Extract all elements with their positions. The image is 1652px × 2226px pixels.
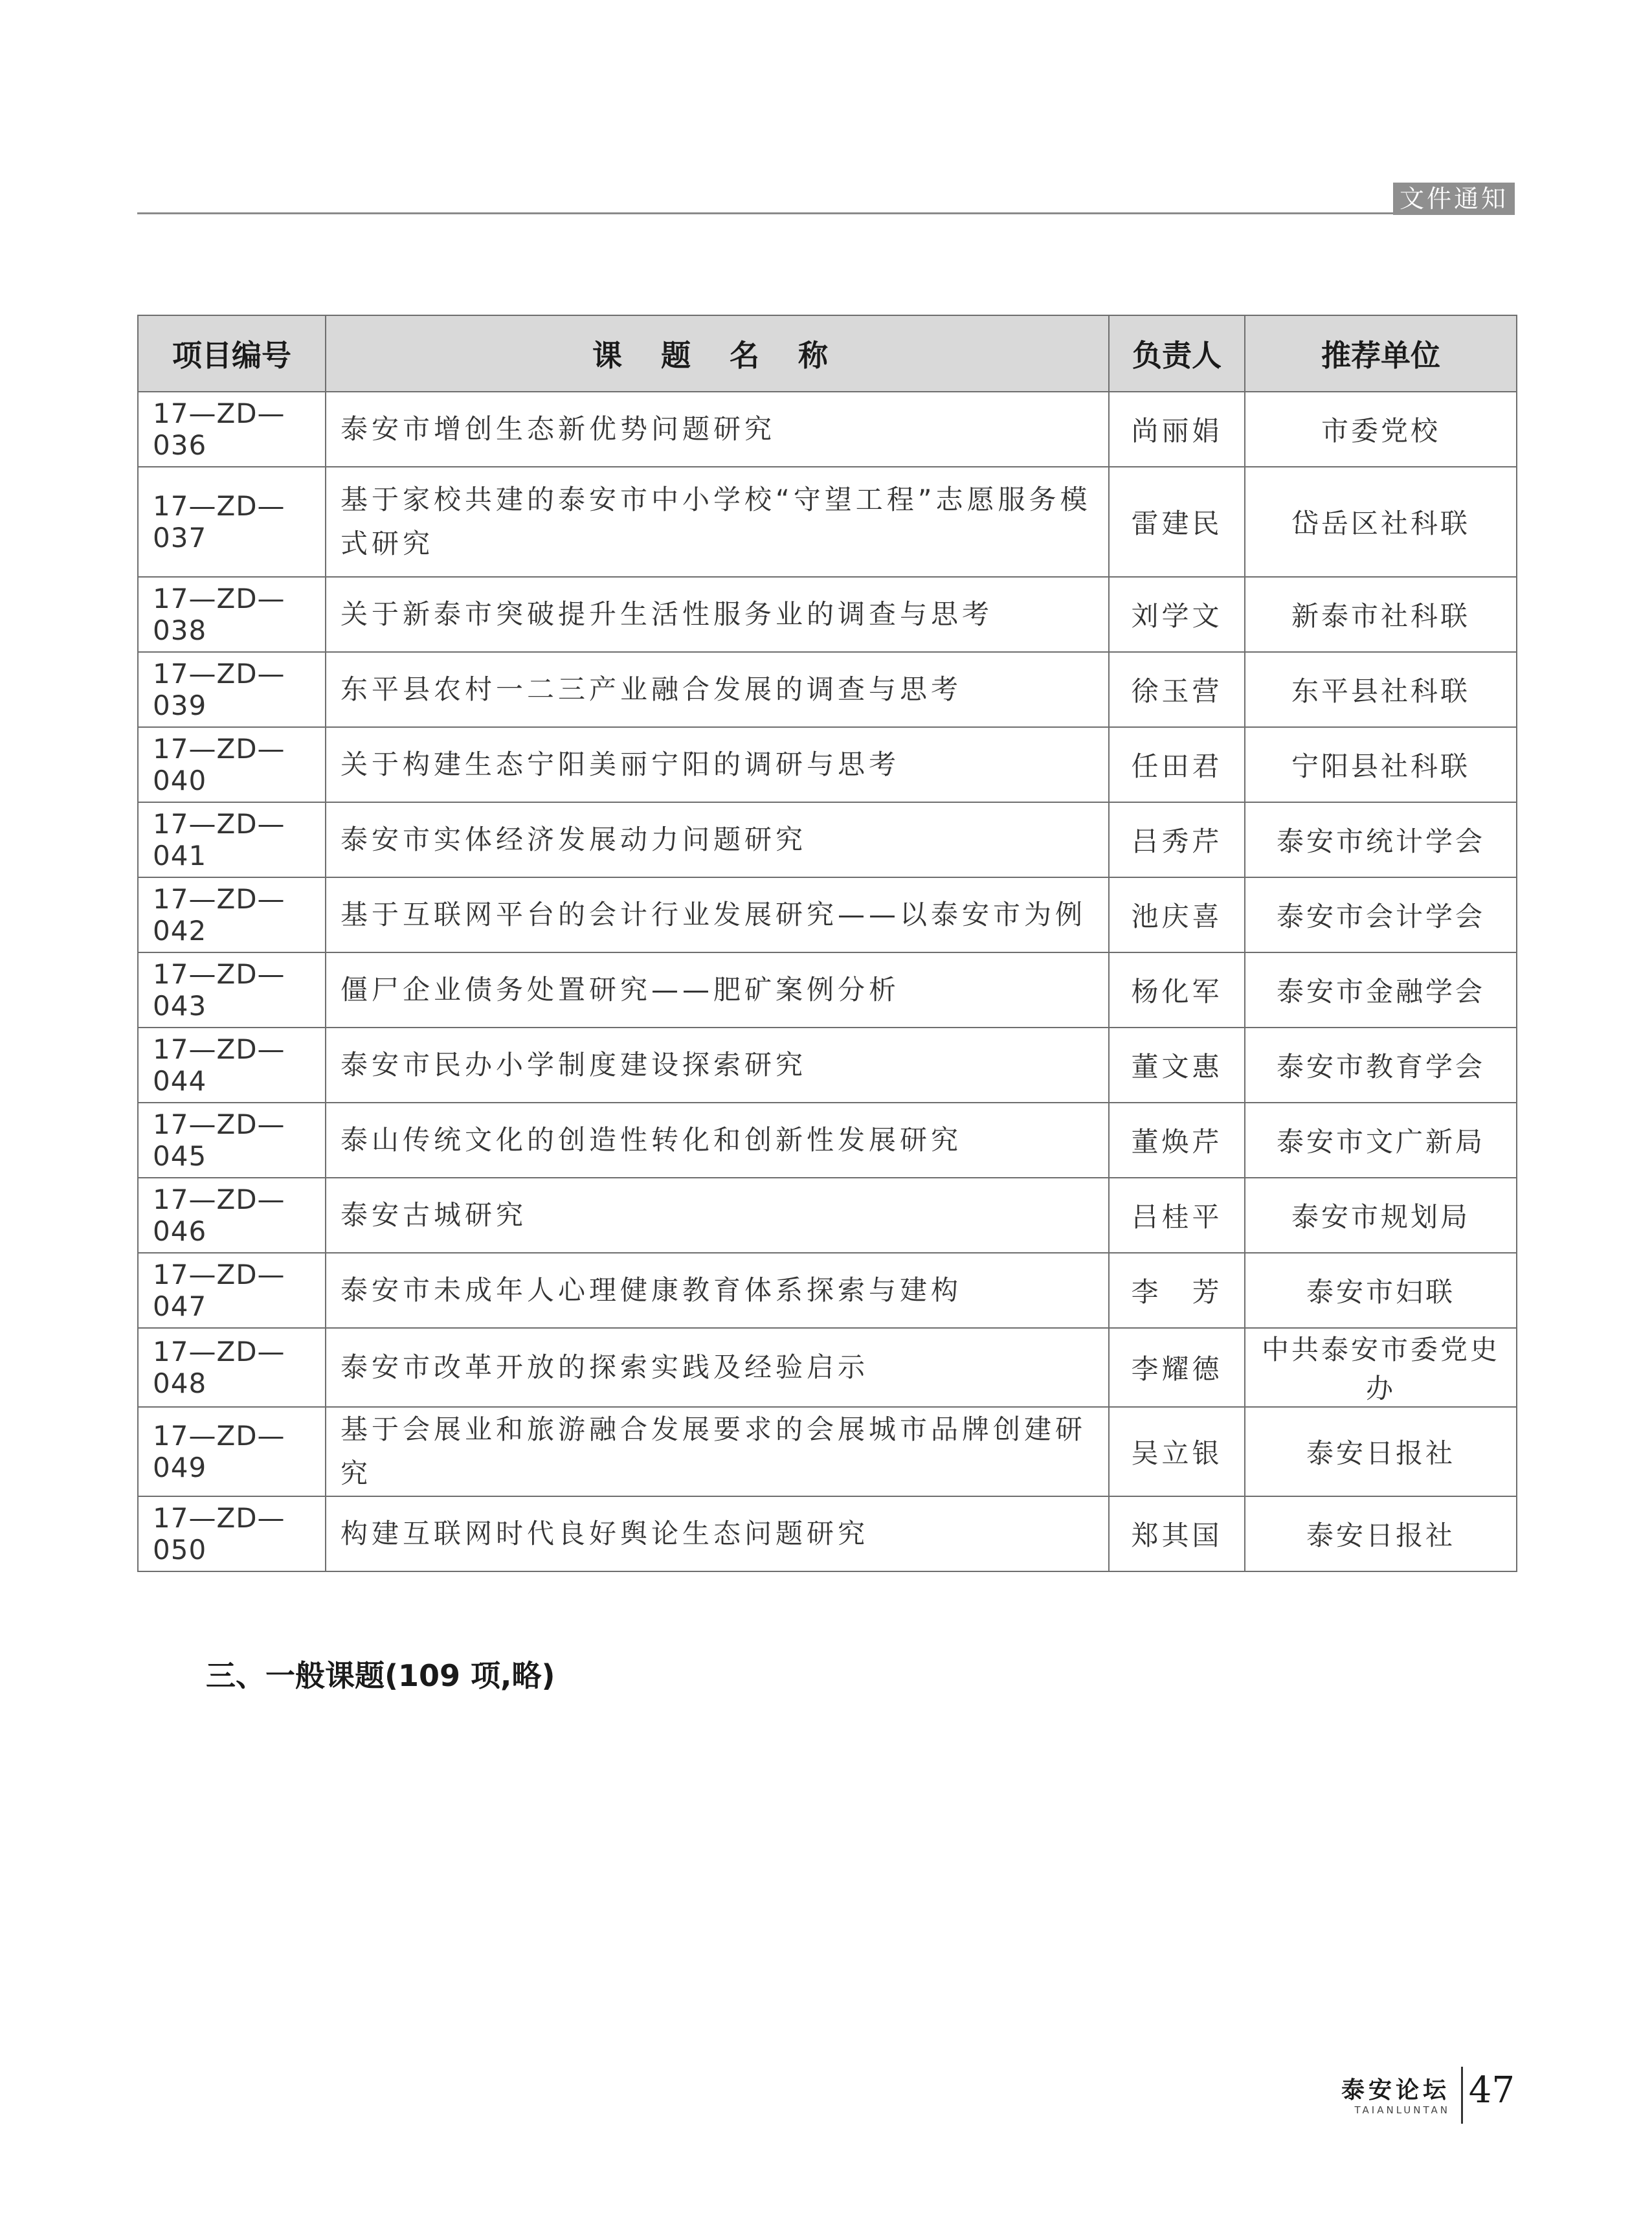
- cell-person: 刘学文: [1109, 577, 1245, 652]
- cell-unit: 泰安日报社: [1245, 1407, 1517, 1496]
- table-row: [138, 1407, 1517, 1496]
- cell-title: 泰安市实体经济发展动力问题研究: [326, 802, 1109, 877]
- cell-person: 董文惠: [1109, 1028, 1245, 1103]
- cell-unit: 中共泰安市委党史办: [1245, 1328, 1517, 1407]
- cell-person: 雷建民: [1109, 467, 1245, 577]
- cell-code: 17—ZD—039: [138, 652, 326, 727]
- cell-title: 泰安古城研究: [326, 1178, 1109, 1253]
- cell-unit: 泰安市文广新局: [1245, 1103, 1517, 1178]
- cell-person: 池庆喜: [1109, 877, 1245, 952]
- footer-divider: [1461, 2067, 1463, 2124]
- cell-person: 董焕芹: [1109, 1103, 1245, 1178]
- cell-person: 尚丽娟: [1109, 392, 1245, 467]
- header-rule: [137, 212, 1515, 214]
- table-row: [138, 952, 1517, 1028]
- cell-person: 吕桂平: [1109, 1178, 1245, 1253]
- page-number: 47: [1468, 2069, 1515, 2111]
- cell-code: 17—ZD—044: [138, 1028, 326, 1103]
- cell-code: 17—ZD—037: [138, 467, 326, 577]
- cell-title: 东平县农村一二三产业融合发展的调查与思考: [326, 652, 1109, 727]
- table-row: [138, 1328, 1517, 1407]
- table-row: [138, 1103, 1517, 1178]
- table-row: [138, 652, 1517, 727]
- col-header-title: 课 题 名 称: [326, 315, 1109, 392]
- cell-code: 17—ZD—046: [138, 1178, 326, 1253]
- cell-code: 17—ZD—049: [138, 1407, 326, 1496]
- section-heading: 三、一般课题(109 项,略): [206, 1658, 555, 1693]
- cell-title: 泰安市民办小学制度建设探索研究: [326, 1028, 1109, 1103]
- cell-unit: 泰安市会计学会: [1245, 877, 1517, 952]
- cell-code: 17—ZD—040: [138, 727, 326, 802]
- cell-person: 郑其国: [1109, 1496, 1245, 1571]
- table-row: [138, 1496, 1517, 1571]
- table-row: [138, 877, 1517, 952]
- cell-code: 17—ZD—045: [138, 1103, 326, 1178]
- cell-unit: 东平县社科联: [1245, 652, 1517, 727]
- table-row: [138, 1178, 1517, 1253]
- cell-code: 17—ZD—043: [138, 952, 326, 1028]
- publication-name: 泰安论坛: [1341, 2077, 1450, 2104]
- cell-person: 杨化军: [1109, 952, 1245, 1028]
- table-row: [138, 1028, 1517, 1103]
- cell-person: 徐玉营: [1109, 652, 1245, 727]
- cell-unit: 宁阳县社科联: [1245, 727, 1517, 802]
- table-row: [138, 1253, 1517, 1328]
- cell-unit: 泰安市金融学会: [1245, 952, 1517, 1028]
- col-header-unit: 推荐单位: [1245, 315, 1517, 392]
- publication-pinyin: TAIANLUNTAN: [1354, 2104, 1450, 2116]
- cell-code: 17—ZD—047: [138, 1253, 326, 1328]
- cell-code: 17—ZD—036: [138, 392, 326, 467]
- cell-title: 僵尸企业债务处置研究——肥矿案例分析: [326, 952, 1109, 1028]
- section-tag: 文件通知: [1393, 183, 1515, 215]
- table-row: [138, 467, 1517, 577]
- cell-person: 吕秀芹: [1109, 802, 1245, 877]
- cell-person: 李耀德: [1109, 1328, 1245, 1407]
- cell-code: 17—ZD—042: [138, 877, 326, 952]
- cell-title: 关于构建生态宁阳美丽宁阳的调研与思考: [326, 727, 1109, 802]
- table-row: [138, 577, 1517, 652]
- table-row: [138, 392, 1517, 467]
- table-row: [138, 802, 1517, 877]
- cell-unit: 岱岳区社科联: [1245, 467, 1517, 577]
- cell-code: 17—ZD—041: [138, 802, 326, 877]
- cell-title: 基于家校共建的泰安市中小学校“守望工程”志愿服务模式研究: [326, 467, 1109, 577]
- cell-title: 泰安市增创生态新优势问题研究: [326, 392, 1109, 467]
- cell-title: 基于会展业和旅游融合发展要求的会展城市品牌创建研究: [326, 1407, 1109, 1496]
- col-header-person: 负责人: [1109, 315, 1245, 392]
- table-header-row: [138, 315, 1517, 392]
- cell-person: 李 芳: [1109, 1253, 1245, 1328]
- col-header-code: 项目编号: [138, 315, 326, 392]
- cell-title: 泰安市改革开放的探索实践及经验启示: [326, 1328, 1109, 1407]
- cell-unit: 泰安市妇联: [1245, 1253, 1517, 1328]
- cell-title: 基于互联网平台的会计行业发展研究——以泰安市为例: [326, 877, 1109, 952]
- cell-unit: 泰安市教育学会: [1245, 1028, 1517, 1103]
- cell-unit: 泰安市规划局: [1245, 1178, 1517, 1253]
- cell-title: 构建互联网时代良好舆论生态问题研究: [326, 1496, 1109, 1571]
- cell-code: 17—ZD—038: [138, 577, 326, 652]
- cell-code: 17—ZD—048: [138, 1328, 326, 1407]
- cell-unit: 新泰市社科联: [1245, 577, 1517, 652]
- cell-unit: 泰安日报社: [1245, 1496, 1517, 1571]
- cell-unit: 泰安市统计学会: [1245, 802, 1517, 877]
- cell-title: 泰安市未成年人心理健康教育体系探索与建构: [326, 1253, 1109, 1328]
- cell-person: 吴立银: [1109, 1407, 1245, 1496]
- cell-title: 泰山传统文化的创造性转化和创新性发展研究: [326, 1103, 1109, 1178]
- cell-unit: 市委党校: [1245, 392, 1517, 467]
- cell-person: 任田君: [1109, 727, 1245, 802]
- project-table: [137, 315, 1517, 1572]
- table-row: [138, 727, 1517, 802]
- cell-code: 17—ZD—050: [138, 1496, 326, 1571]
- cell-title: 关于新泰市突破提升生活性服务业的调查与思考: [326, 577, 1109, 652]
